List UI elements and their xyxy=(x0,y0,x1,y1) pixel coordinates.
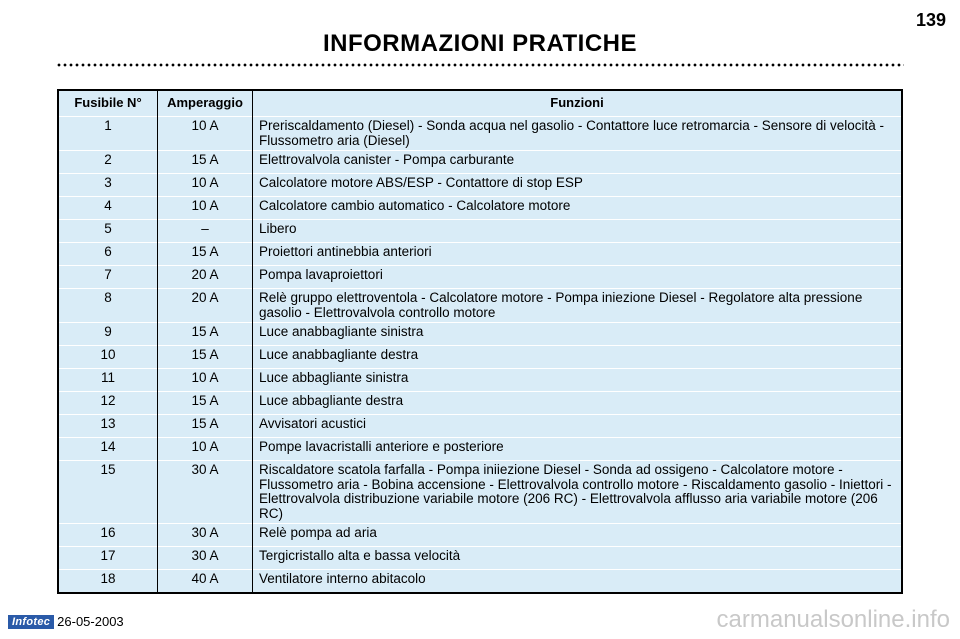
table-row xyxy=(58,547,902,570)
cell-amperage: 40 A xyxy=(158,570,253,594)
cell-function: Elettrovalvola canister - Pompa carburante xyxy=(253,151,903,174)
cell-amperage: – xyxy=(158,220,253,243)
cell-amperage: 30 A xyxy=(158,461,253,524)
cell-fuse-number: 1 xyxy=(58,117,158,151)
cell-function: Calcolatore cambio automatico - Calcolatore motore xyxy=(253,197,903,220)
cell-fuse-number: 10 xyxy=(58,346,158,369)
table-row xyxy=(58,524,902,547)
cell-fuse-number: 13 xyxy=(58,415,158,438)
page-number: 139 xyxy=(915,10,946,30)
cell-amperage: 15 A xyxy=(158,346,253,369)
cell-fuse-number: 15 xyxy=(58,461,158,524)
table-row xyxy=(58,174,902,197)
cell-fuse-number: 16 xyxy=(58,524,158,547)
cell-amperage: 15 A xyxy=(158,323,253,346)
table-row xyxy=(58,197,902,220)
cell-function: Avvisatori acustici xyxy=(253,415,903,438)
watermark: carmanualsonline.info xyxy=(716,606,950,633)
table-row xyxy=(58,151,902,174)
cell-amperage: 10 A xyxy=(158,174,253,197)
cell-function: Luce anabbagliante sinistra xyxy=(253,323,903,346)
cell-amperage: 15 A xyxy=(158,415,253,438)
cell-amperage: 15 A xyxy=(158,151,253,174)
cell-function: Calcolatore motore ABS/ESP - Contattore di stop ESP xyxy=(253,174,903,197)
header-fuse-number: Fusibile N° xyxy=(74,95,142,111)
footer xyxy=(8,614,124,629)
cell-fuse-number: 8 xyxy=(58,289,158,323)
cell-amperage: 10 A xyxy=(158,197,253,220)
cell-amperage: 15 A xyxy=(158,392,253,415)
cell-function: Pompe lavacristalli anteriore e posteriore xyxy=(253,438,903,461)
cell-function: Pompa lavaproiettori xyxy=(253,266,903,289)
table-row xyxy=(58,570,902,594)
title-dotted-rule xyxy=(56,63,904,67)
cell-function: Riscaldatore scatola farfalla - Pompa iniiezione Diesel - Sonda ad ossigeno - Calcolatore motore - Flussometro aria - Bobina accensione - Elettrovalvola controllo motore - Riscaldamento gasolio - Iniettori - Elettrovalvola distribuzione variabile motore (206 RC) - Elettrovalvola afflusso aria variabile motore (206 RC) xyxy=(253,461,903,524)
cell-amperage: 10 A xyxy=(158,117,253,151)
cell-fuse-number: 5 xyxy=(58,220,158,243)
table-row xyxy=(58,392,902,415)
table-row xyxy=(58,369,902,392)
header-amperage: Amperaggio xyxy=(158,90,253,117)
cell-amperage: 10 A xyxy=(158,438,253,461)
footer-date: 26-05-2003 xyxy=(57,614,124,629)
cell-amperage: 15 A xyxy=(158,243,253,266)
cell-fuse-number: 18 xyxy=(58,570,158,594)
cell-function: Preriscaldamento (Diesel) - Sonda acqua nel gasolio - Contattore luce retromarcia - Sensore di velocità - Flussometro aria (Diesel) xyxy=(253,117,903,151)
cell-fuse-number: 17 xyxy=(58,547,158,570)
fuse-table xyxy=(57,89,903,594)
cell-function: Tergicristallo alta e bassa velocità xyxy=(253,547,903,570)
cell-function: Relè pompa ad aria xyxy=(253,524,903,547)
cell-fuse-number: 14 xyxy=(58,438,158,461)
table-header-row xyxy=(58,90,902,117)
cell-fuse-number: 9 xyxy=(58,323,158,346)
cell-fuse-number: 7 xyxy=(58,266,158,289)
cell-amperage: 20 A xyxy=(158,266,253,289)
cell-fuse-number: 6 xyxy=(58,243,158,266)
page-title: INFORMAZIONI PRATICHE xyxy=(322,30,638,57)
cell-function: Proiettori antinebbia anteriori xyxy=(253,243,903,266)
cell-amperage: 20 A xyxy=(158,289,253,323)
infotec-logo: Infotec xyxy=(8,615,54,629)
cell-fuse-number: 11 xyxy=(58,369,158,392)
cell-function: Libero xyxy=(253,220,903,243)
header-functions: Funzioni xyxy=(253,90,903,117)
cell-fuse-number: 3 xyxy=(58,174,158,197)
table-body xyxy=(58,117,902,594)
table-row xyxy=(58,415,902,438)
table-row xyxy=(58,243,902,266)
cell-function: Luce anabbagliante destra xyxy=(253,346,903,369)
table-row xyxy=(58,117,902,151)
cell-amperage: 30 A xyxy=(158,524,253,547)
cell-function: Luce abbagliante sinistra xyxy=(253,369,903,392)
cell-amperage: 30 A xyxy=(158,547,253,570)
cell-function: Relè gruppo elettroventola - Calcolatore motore - Pompa iniezione Diesel - Regolatore alta pressione gasolio - Elettrovalvola controllo motore xyxy=(253,289,903,323)
cell-fuse-number: 2 xyxy=(58,151,158,174)
table-row xyxy=(58,323,902,346)
table-row xyxy=(58,461,902,524)
cell-fuse-number: 4 xyxy=(58,197,158,220)
table-row xyxy=(58,346,902,369)
table-row xyxy=(58,220,902,243)
cell-function: Luce abbagliante destra xyxy=(253,392,903,415)
table-row xyxy=(58,438,902,461)
cell-function: Ventilatore interno abitacolo xyxy=(253,570,903,594)
table-row xyxy=(58,289,902,323)
cell-amperage: 10 A xyxy=(158,369,253,392)
cell-fuse-number: 12 xyxy=(58,392,158,415)
table-row xyxy=(58,266,902,289)
